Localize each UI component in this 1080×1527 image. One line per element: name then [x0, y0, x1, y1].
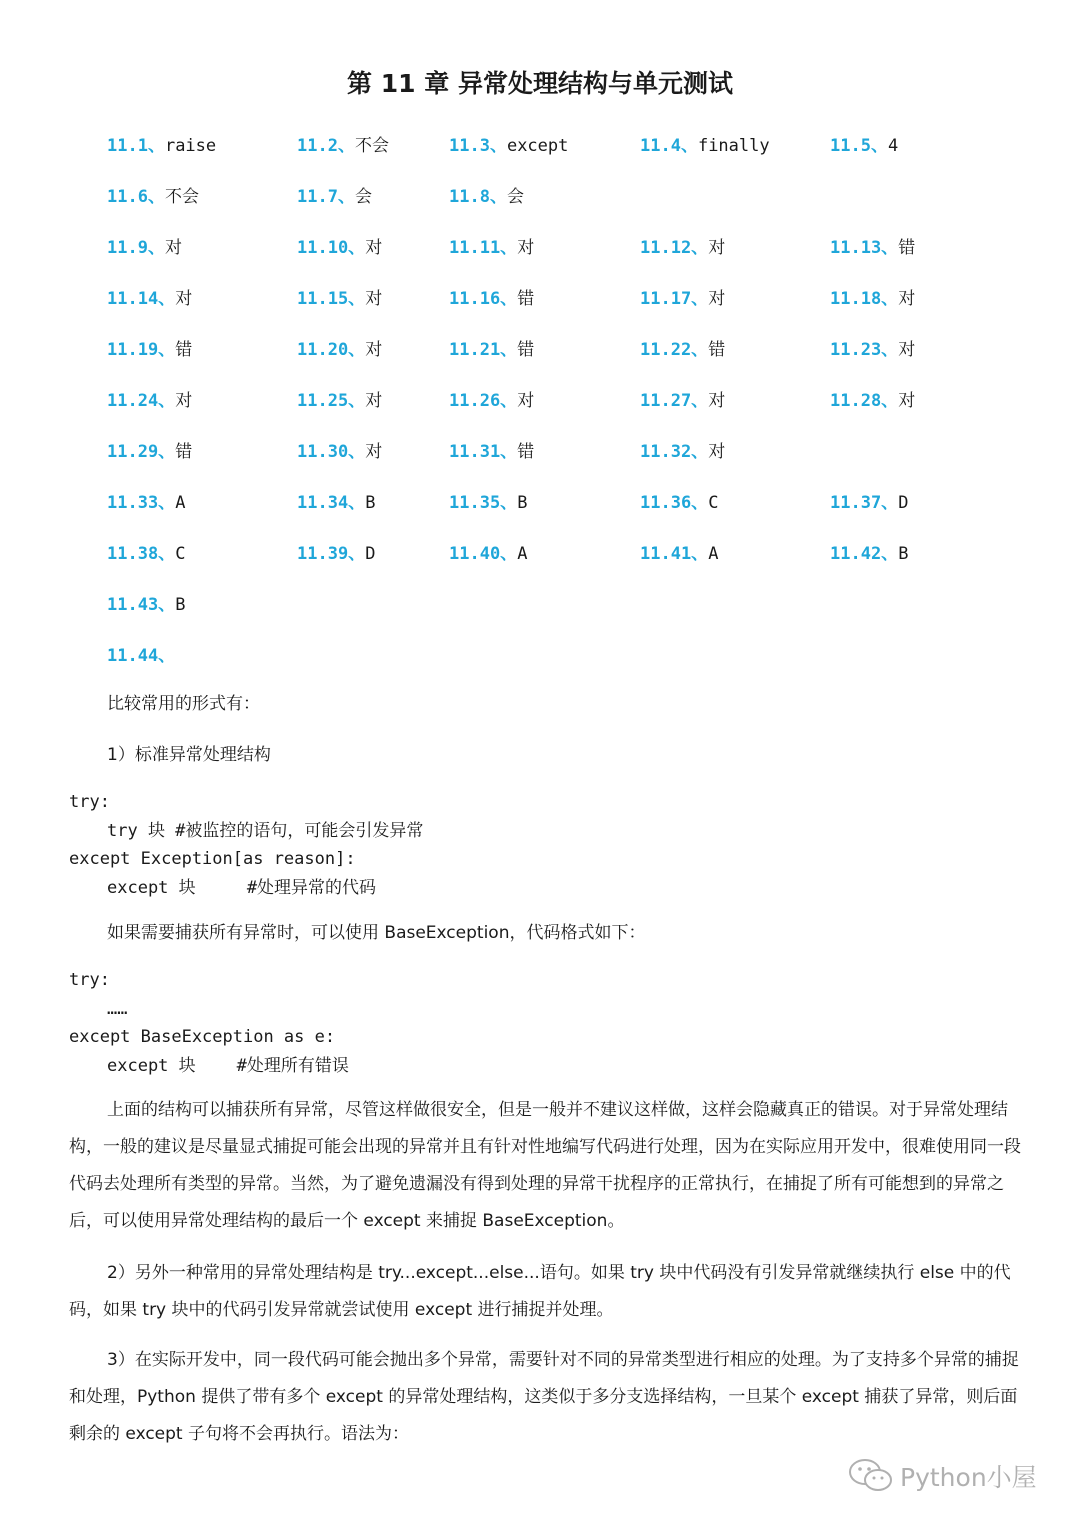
- code-line: try 块 #被监控的语句，可能会引发异常: [107, 820, 424, 841]
- answer-item: [449, 386, 534, 411]
- answer-number: 11.19、: [107, 340, 176, 360]
- answer-item: [107, 437, 192, 462]
- answer-item: [449, 488, 527, 513]
- answer-value: D: [898, 493, 909, 513]
- answer-value: 对: [517, 391, 535, 411]
- answer-value: 对: [175, 289, 193, 309]
- answer-row: [107, 229, 1007, 280]
- answer-number: 11.18、: [830, 289, 899, 309]
- watermark: [848, 1458, 1037, 1494]
- chapter-title: 第 11 章 异常处理结构与单元测试: [347, 69, 733, 98]
- answer-value: 不会: [354, 136, 389, 156]
- answer-number: 11.20、: [297, 340, 366, 360]
- answer-number: 11.12、: [640, 238, 709, 258]
- answer-item: [830, 233, 915, 258]
- answer-item: [297, 488, 375, 513]
- answer-number: 11.38、: [107, 544, 176, 564]
- answer-item: [107, 488, 185, 513]
- answer-value: 对: [365, 391, 383, 411]
- answer-item: [830, 335, 915, 360]
- answer-value: 对: [708, 442, 726, 462]
- answer-number: 11.39、: [297, 544, 366, 564]
- answer-value: except: [506, 136, 569, 156]
- answer-value: 错: [708, 340, 726, 360]
- answer-number: 11.35、: [449, 493, 518, 513]
- answer-value: 对: [898, 340, 916, 360]
- answer-value: 对: [708, 238, 726, 258]
- answer-value: 会: [506, 187, 524, 207]
- answer-number: 11.42、: [830, 544, 899, 564]
- answer-item: [107, 131, 216, 156]
- answer-row: [107, 535, 1007, 586]
- answer-number: 11.7、: [297, 187, 355, 207]
- answer-number: 11.11、: [449, 238, 518, 258]
- answer-value: B: [517, 493, 528, 513]
- answer-item: [449, 284, 534, 309]
- answer-number: 11.43、: [107, 595, 176, 615]
- answer-value: 对: [898, 391, 916, 411]
- answer-item: [830, 539, 908, 564]
- answer-item: [107, 284, 192, 309]
- answer-item: [107, 641, 175, 666]
- answer-value: C: [175, 544, 186, 564]
- answer-value: C: [708, 493, 719, 513]
- answer-value: B: [898, 544, 909, 564]
- answer-value: 对: [365, 340, 383, 360]
- answer-value: 错: [517, 340, 535, 360]
- base-exception-intro: 如果需要捕获所有异常时，可以使用 BaseException，代码格式如下：: [107, 923, 646, 943]
- explanation-paragraph: 上面的结构可以捕获所有异常，尽管这样做很安全，但是一般并不建议这样做，这样会隐藏真正的错误。对于异常处理结构，一般的建议是尽量显式捕捉可能会出现的异常并且有针对性地编写代码进行处理，因为在实际应用开发中，很难使用同一段代码去处理所有类型的异常。当然，为了避免遗漏没有得到处理的异常干扰程序的正常执行，在捕捉了所有可能想到的异常之后，可以使用异常处理结构的最后一个 except 来捕捉 BaseException。: [69, 1100, 1021, 1231]
- answer-item: [830, 131, 898, 156]
- answer-value: 对: [708, 289, 726, 309]
- code-line: except BaseException as e:: [69, 1027, 336, 1047]
- answer-number: 11.15、: [297, 289, 366, 309]
- answer-item: [449, 335, 534, 360]
- answer-item: [640, 233, 725, 258]
- code-block-standard: [69, 788, 423, 902]
- answer-number: 11.23、: [830, 340, 899, 360]
- answer-row: [107, 433, 1007, 484]
- answer-value: A: [175, 493, 186, 513]
- answer-number: 11.26、: [449, 391, 518, 411]
- answer-item: [449, 233, 534, 258]
- answer-number: 11.10、: [297, 238, 366, 258]
- answer-number: 11.13、: [830, 238, 899, 258]
- answer-row: [107, 637, 1007, 688]
- answer-item: [297, 233, 382, 258]
- answer-value: 对: [517, 238, 535, 258]
- answer-item: [640, 437, 725, 462]
- answer-item: [107, 590, 185, 615]
- answer-value: 对: [898, 289, 916, 309]
- code-block-base-exception: [69, 966, 349, 1080]
- answer-number: 11.21、: [449, 340, 518, 360]
- answer-row: [107, 127, 1007, 178]
- answer-item: [297, 437, 382, 462]
- wechat-icon: [848, 1458, 894, 1494]
- answer-grid: [107, 127, 1007, 688]
- answer-value: 对: [164, 238, 182, 258]
- section-1-heading: 1）标准异常处理结构: [107, 745, 271, 765]
- answer-number: 11.33、: [107, 493, 176, 513]
- answer-item: [107, 335, 192, 360]
- answer-value: 会: [354, 187, 372, 207]
- answer-item: [297, 284, 382, 309]
- answer-item: [107, 386, 192, 411]
- answer-item: [640, 539, 718, 564]
- answer-number: 11.22、: [640, 340, 709, 360]
- answer-item: [640, 131, 770, 156]
- answer-number: 11.14、: [107, 289, 176, 309]
- answer-value: B: [365, 493, 376, 513]
- answer-row: [107, 484, 1007, 535]
- answer-value: 对: [365, 238, 383, 258]
- answer-item: [449, 131, 568, 156]
- section-3-paragraph: 3）在实际开发中，同一段代码可能会抛出多个异常，需要针对不同的异常类型进行相应的处理。为了支持多个异常的捕捉和处理，Python 提供了带有多个 except 的异常处理结构，这类似于多分支选择结构，一旦某个 except 捕获了异常，则后面剩余的 except 子句将不会再执行。语法为：: [69, 1350, 1019, 1444]
- answer-value: 对: [365, 442, 383, 462]
- answer-item: [297, 335, 382, 360]
- answer-value: raise: [164, 136, 217, 156]
- answer-row: [107, 331, 1007, 382]
- answer-row: [107, 382, 1007, 433]
- answer-number: 11.17、: [640, 289, 709, 309]
- answer-item: [297, 131, 389, 156]
- code-line: ……: [107, 998, 128, 1019]
- answer-item: [830, 488, 908, 513]
- code-line: try:: [69, 970, 110, 990]
- answer-item: [830, 284, 915, 309]
- answer-item: [830, 386, 915, 411]
- answer-number: 11.31、: [449, 442, 518, 462]
- answer-item: [449, 437, 534, 462]
- answer-item: [107, 233, 182, 258]
- answer-number: 11.37、: [830, 493, 899, 513]
- intro-text: 比较常用的形式有：: [107, 694, 260, 714]
- answer-number: 11.41、: [640, 544, 709, 564]
- answer-item: [297, 539, 375, 564]
- answer-number: 11.16、: [449, 289, 518, 309]
- answer-row: [107, 586, 1007, 637]
- answer-value: 对: [365, 289, 383, 309]
- answer-number: 11.3、: [449, 136, 507, 156]
- answer-number: 11.6、: [107, 187, 165, 207]
- answer-number: 11.25、: [297, 391, 366, 411]
- answer-number: 11.36、: [640, 493, 709, 513]
- answer-item: [107, 182, 199, 207]
- answer-value: 错: [175, 442, 193, 462]
- answer-item: [297, 182, 372, 207]
- answer-number: 11.28、: [830, 391, 899, 411]
- answer-item: [297, 386, 382, 411]
- answer-item: [449, 182, 524, 207]
- answer-row: [107, 280, 1007, 331]
- answer-value: 4: [887, 136, 899, 156]
- answer-value: finally: [697, 136, 770, 156]
- code-line: try:: [69, 792, 110, 812]
- answer-number: 11.40、: [449, 544, 518, 564]
- answer-number: 11.1、: [107, 136, 165, 156]
- answer-number: 11.29、: [107, 442, 176, 462]
- answer-number: 11.5、: [830, 136, 888, 156]
- answer-value: 对: [175, 391, 193, 411]
- answer-number: 11.24、: [107, 391, 176, 411]
- answer-number: 11.44、: [107, 646, 176, 666]
- answer-number: 11.4、: [640, 136, 698, 156]
- answer-value: 错: [898, 238, 916, 258]
- answer-item: [640, 386, 725, 411]
- code-line: except Exception[as reason]:: [69, 849, 356, 869]
- watermark-text: Python小屋: [900, 1463, 1037, 1492]
- code-line: except 块 #处理所有错误: [107, 1055, 349, 1076]
- section-2-paragraph: 2）另外一种常用的异常处理结构是 try...except...else...语句。如果 try 块中代码没有引发异常就继续执行 else 中的代码，如果 try 块中的代码引发异常就尝试使用 except 进行捕捉并处理。: [69, 1263, 1011, 1320]
- answer-row: [107, 178, 1007, 229]
- answer-number: 11.2、: [297, 136, 355, 156]
- answer-number: 11.8、: [449, 187, 507, 207]
- answer-value: A: [708, 544, 719, 564]
- answer-value: 对: [708, 391, 726, 411]
- answer-value: 不会: [164, 187, 199, 207]
- answer-number: 11.34、: [297, 493, 366, 513]
- answer-item: [107, 539, 185, 564]
- answer-number: 11.27、: [640, 391, 709, 411]
- answer-item: [640, 284, 725, 309]
- answer-number: 11.30、: [297, 442, 366, 462]
- answer-value: 错: [517, 442, 535, 462]
- answer-item: [449, 539, 527, 564]
- answer-item: [640, 335, 725, 360]
- answer-number: 11.9、: [107, 238, 165, 258]
- answer-value: 错: [517, 289, 535, 309]
- answer-item: [640, 488, 718, 513]
- answer-value: A: [517, 544, 528, 564]
- answer-value: 错: [175, 340, 193, 360]
- answer-number: 11.32、: [640, 442, 709, 462]
- answer-value: B: [175, 595, 186, 615]
- code-line: except 块 #处理异常的代码: [107, 877, 377, 898]
- answer-value: D: [365, 544, 376, 564]
